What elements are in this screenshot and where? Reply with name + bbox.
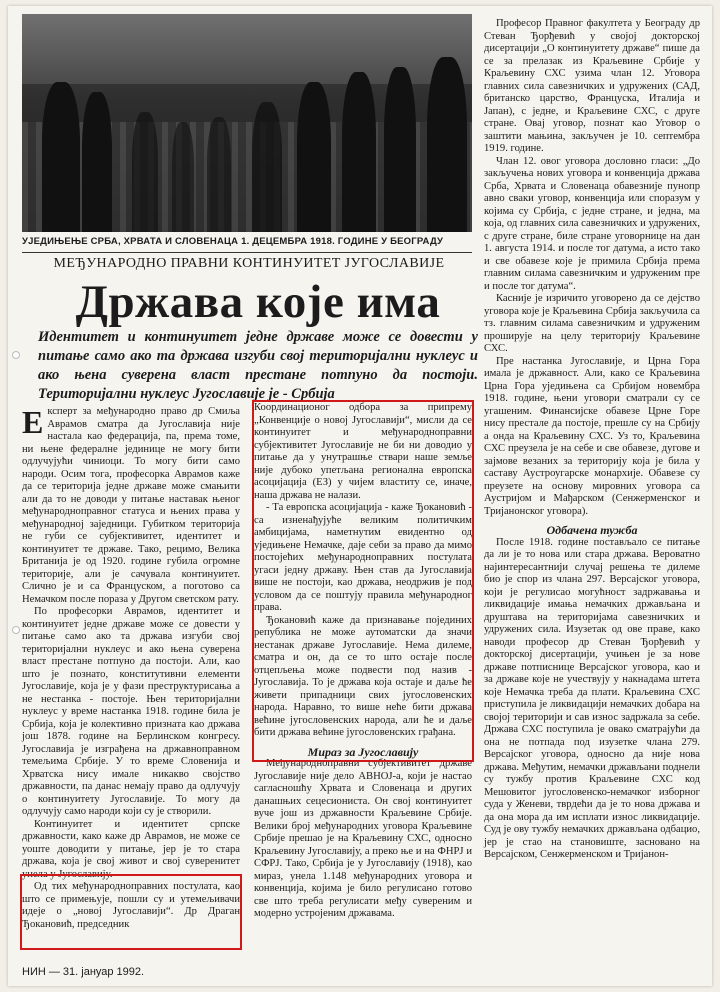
- column-3: [484, 18, 700, 862]
- paragraph: Координационог одбора за припрему „Конвенције о новој Југославији“, мисли да се континуитет и међународноправни субјективитет Југославије не би ни доводио у питање да у унутрашње ствари наше земље није дубоко упетљана регионална европска асоцијација (ЕЗ) у чијем властиту се, иначе, наша држава не налази.: [254, 402, 472, 501]
- paragraph: Професор Правног факултета у Београду др Стеван Ђорђевић у својој докторској дисертацији „О континуитету државе“ пише да се за прелазак из Краљевине Србије у Краљевину СХС узима члан 12. Уговора главних сила савезничких и удружених (САД, британско царство, Француска, Италија и Јапан), с једне, и Краљевине СХС, с друге стране. Овај уговор, познат као Уговор о заштити мањина, закључен је 10. септембра 1919. године.: [484, 18, 700, 154]
- paragraph: Пре настанка Југославије, и Црна Гора имала је државност. Али, како се Краљевина Црна Гора уједињена са Србијом новембра 1918. године, њени уговори сматрали су се угашеним. Финансијске обавезе Црне Горе нису престале да постоје, прешле су на Србију а онда на Краљевину СХС. Уз то, Краљевина СХС преузела је на себе и све обавезе, дугове и зајмове везаних за територију која је била у саставу Аустроугарске монархије. Обавезе су преузете на основу мировних уговора са Аустријом и Мађарском (Сенжерменског и Тријанонског уговора).: [484, 355, 700, 517]
- punch-hole: [12, 351, 20, 359]
- paragraph: - Та европска асоцијација - каже Ђокановић - са изненађујуће великим политичким амбицијама, наметнутим евидентно од уједињене Немачке, даје себи за право да мимо постојећих међународноправних постулата угаси једну државу. Њен став да Југославија више не постоји, као држава, неодржив је под условом да се поштују правила међународног права.: [254, 502, 472, 613]
- paragraph: Међународноправни субјективитет државе Југославије није дело АВНОЈ-а, који је настао сагласношћу Хрвата и Словенаца и других данашњих сецесиониста. Он свој континуитет вуче још из државности Краљевине Србије. Велики број међународних уговора Краљевине Србије прешао је на Краљевину СХС, односно Краљевину Југославију, а преко ње и на ФНРЈ и СФРЈ. Тако, Србија је у Југославију (1918), као мираз, унела 1.148 међународних уговора и конвенција, којима је било регулисано готово све што треба регулисати међу сувереним и модерно устројеним државама.: [254, 758, 472, 919]
- headline: Држава које има: [75, 276, 441, 328]
- paragraph: Од тих међународноправних постулата, као што се примењује, пошли су и утемељивачи идеје о „новој Југославији“. Др Драган Ђокановић, председник: [22, 881, 240, 930]
- photo-caption: УЈЕДИЊЕЊЕ СРБА, ХРВАТА И СЛОВЕНАЦА 1. ДЕЦЕМБРА 1918. ГОДИНЕ У БЕОГРАДУ: [22, 236, 444, 247]
- paragraph: Континуитет и идентитет српске државности, како каже др Аврамов, не може се уоште доводити у питање, јер је то стара држава, која је свој живот и свој суверенитет унела у Југославију.: [22, 818, 240, 880]
- paragraph: Ђокановић каже да признавање појединих република не може аутоматски да значи нестанак државе Југославије. Нема дилеме, сматра и он, да се то што остаје после отцепљења може подвести под назив - Југославија. То је држава која остаје и даље ће живети припадници свих југословенских народа. Наравно, то више неће бити држава већине југословенских народа, али ће и даље бити држава већине југословенских грађана.: [254, 614, 472, 738]
- newspaper-page: [8, 6, 712, 986]
- deck: Идентитет и континуитет једне државе може се довести у питање само ако та држава изгуби свој територијални нуклеус и ако њена суверена власт престане потпуно да постоји. Територијални нуклеус Југославије је - Србија: [38, 329, 478, 402]
- kicker: МЕЂУНАРОДНО ПРАВНИ КОНТИНУИТЕТ ЈУГОСЛАВИЈЕ: [53, 256, 445, 271]
- publication-footer: НИН — 31. јануар 1992.: [22, 966, 145, 978]
- paragraph: После 1918. године постављало се питање да ли је то нова или стара држава. Вероватно најинтересантнији случај решења те дилеме био је спор из члана 297. Версајског уговора, који је регулисао могућност задржавања и ликвидације имања немачких држављана и друштава на територијама савезничких и удружених сила. Изузетак од ове праве, како наводи професор др Стеван Ђорђевић у докторској дисертацији, учињен је за нове државе потписнице Версајског уговора, као и за државе које не учествују у накнадама штета које Немачка треба да плати. Краљевина СХС приступила је ликвидацији немачких добара на својој територији и сав износ задржала за себе. Држава СХС поступила је овако сматрајући да она не потпада под изузетке члана 279. Версајског уговора, односно да није нова држава. Међутим, немачки држављани поднели су тужбу против Краљевине СХС код Мешовитог југословенско-немачког изборног суда у Женеви, тврдећи да је то нова држава и да она мора да им исплати износ ликвидације. Суд је ову тужбу немачких држављана одбацио, јер је стао на становиште, засновано на Версајском, Сенжерменском и Тријанон-: [484, 536, 700, 860]
- paragraph: Касније је изричито уговорено да се дејство уговора које је Краљевина Србија закључила са тз. главним силама савезничким и удруженим проширује на целу територију Краљевине СХС.: [484, 293, 700, 354]
- column-2: [254, 402, 472, 921]
- subheading: Мираз за Југославију: [307, 744, 419, 759]
- subheading: Одбачена тужба: [546, 523, 638, 537]
- paragraph: По професорки Аврамов, идентитет и континуитет једне државе може се довести у питање само ако та држава изгуби свој територијални нуклеус и ако њена суверена власт престане потпуно да постоји. Али, као што је познато, конститутивни елементи Југославије, која је у фази преструктурисања а не нестанка - постоје. Њен територијални нуклеус у време настанка 1918. године била је Србија, која је колективно призната као држава још 1878. године на Берлинском конгресу. Југославија је изграђена на државноправном темељима Србије. У то време Словенија и Хрватска нису имале никакво својство државности, па данас немају право да одлучују о континуитету Југославије. То могу да одлучују само народи који су је створили.: [22, 606, 240, 817]
- punch-hole: [12, 626, 20, 634]
- paragraph: ксперт за међународно право др Смиља Аврамов сматра да Југославија није настала као федерација, па, према томе, ни њене федералне јединице не могу бити одлучујући чиниоци. То могу бити само народи. Осим тога, професорка Аврамов каже да се територија једне државе може смањити али да то не доводи у питање наставак њеног међународноправног статуса и њених права у међународној заједници. Губитком територија не губи се субјективитет, идентитет и континуитет те државе. Тако, рецимо, Велика Британија је од 1920. године губила огромне територије, али је сачувала континуитет. Слично је и са Француском, а поготово са Немачком после пораза у Другом светском рату.: [22, 406, 240, 605]
- divider: [22, 252, 472, 253]
- dropcap: Е: [22, 404, 44, 440]
- paragraph: Члан 12. овог уговора дословно гласи: „До закључења нових уговора и конвенција држава Срба, Хрвата и Словенаца обавезније пунопр авно сваки уговор, конвенција или споразум у којима су Србија, с једне стране, и једна, ма која, од главних сила савезничких и удружених, с друге стране, биле стране уговорнице на дан 1. августа 1914. и после тог датума, а исто тако и све обавезе које је примила Србија према главним силама савезничким и удруженим пре и после тог датума“.: [484, 155, 700, 292]
- column-1: [22, 406, 240, 931]
- historical-photo: [22, 14, 472, 232]
